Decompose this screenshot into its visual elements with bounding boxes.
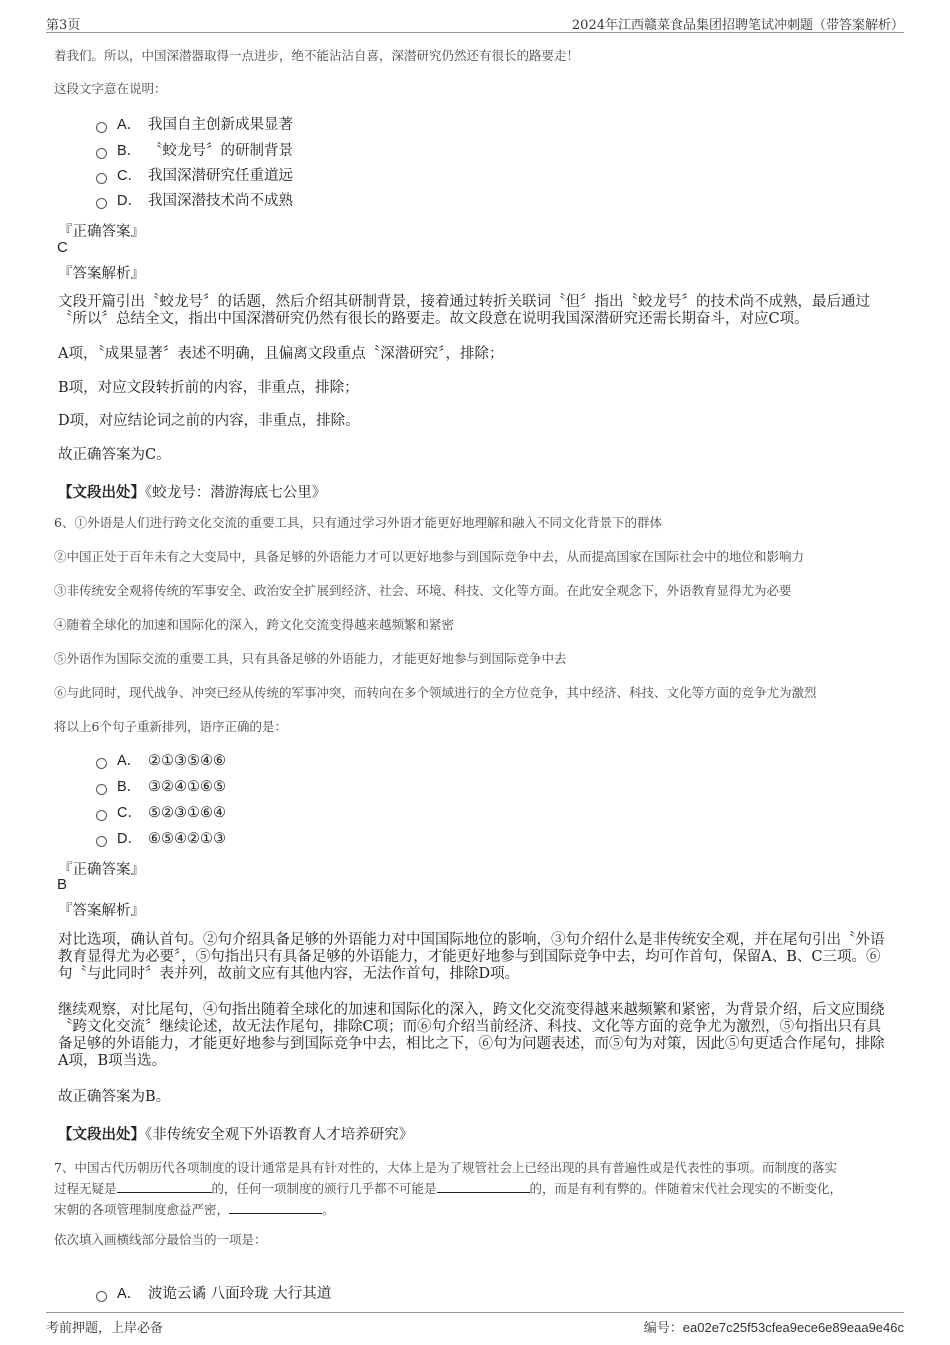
radio-icon[interactable] [96,148,107,159]
q5-analysis-p2: A项，〝成果显著〞表述不明确，且偏离文段重点〝深潜研究〞，排除； [58,346,504,362]
q6-sentence-4: ④随着全球化的加速和国际化的深入，跨文化交流变得越来越频繁和紧密 [54,617,455,632]
q6-answer-label: 『正确答案』 [58,862,145,878]
q6-sentence-6: ⑥与此同时，现代战争、冲突已经从传统的军事冲突，而转向在多个领域进行的全方位竞争，其中经济、科技、文化等方面的竞争尤为激烈 [54,685,817,700]
q5-answer-label: 『正确答案』 [58,224,145,240]
q7-blank-1[interactable] [117,1180,212,1193]
q6-sentence-2: ②中国正处于百年未有之大变局中，具备足够的外语能力才可以更好地参与到国际竞争中去，从而提高国家在国际社会中的地位和影响力 [54,549,805,564]
page-header [46,10,904,33]
document-code: 编号：ea02e7c25f53cfea9ece6e89eaa9e46c [643,1320,904,1335]
q6-option-d[interactable]: D． ⑥⑤④②①③ [96,830,226,848]
q7-prompt: 依次填入画横线部分最恰当的一项是： [54,1232,267,1247]
q7-blank-2[interactable] [437,1180,530,1193]
q5-analysis-label: 『答案解析』 [58,266,145,282]
radio-icon[interactable] [96,784,107,795]
q5-analysis-p4: D项，对应结论词之前的内容，非重点，排除。 [58,413,360,429]
q5-analysis-p1: 文段开篇引出〝蛟龙号〞的话题，然后介绍其研制背景，接着通过转折关联词〝但〞指出〝蛟龙号〞的技术尚不成熟，最后通过〝所以〞总结全文，指出中国深潜研究仍然有很长的路要走。故文段意在说明我国深潜研究还需长期奋斗，对应C项。 [58,294,870,327]
q5-analysis-p3: B项，对应文段转折前的内容，非重点，排除； [58,380,359,396]
footer-slogan: 考前押题，上岸必备 [46,1321,164,1336]
q7-option-a[interactable]: A． 波诡云谲 八面玲珑 大行其道 [96,1285,331,1303]
q5-option-c[interactable]: C． 我国深潜研究任重道远 [96,167,293,185]
radio-icon[interactable] [96,1291,107,1302]
q5-option-a[interactable]: A． 我国自主创新成果显著 [96,116,293,134]
q5-option-b[interactable]: B． 〝蛟龙号〞的研制背景 [96,142,293,160]
q5-answer: C [57,239,68,256]
q6-analysis-label: 『答案解析』 [58,903,145,919]
q6-analysis-p1: 对比选项，确认首句。②句介绍具备足够的外语能力对中国国际地位的影响，③句介绍什么是非传统安全观，并在尾句引出〝外语教育显得尤为必要〞，⑤句指出只有具备足够的外语能力，才能更好地参与到国际竞争中去，均可作首句，保留A、B、C三项。⑥句〝与此同时〞表并列，故前文应有其他内容，无法作首句，排除D项。 [58,932,885,982]
page-number: 第3页 [46,18,81,33]
q6-analysis-p2: 继续观察，对比尾句，④句指出随着全球化的加速和国际化的深入，跨文化交流变得越来越频繁和紧密，为背景介绍，后文应围绕〝跨文化交流〞继续论述，故无法作尾句，排除C项；而⑥句介绍当前经济、科技、文化等方面的竞争尤为激烈，⑤句指出只有具备足够的外语能力，才能更好地参与到国际竞争中去，相比之下，⑥句为问题表述，而⑤句为对策，因此⑤句更适合作尾句，排除A项，B项当选。 [58,1002,885,1069]
q6-analysis-p3: 故正确答案为B。 [58,1089,171,1105]
radio-icon[interactable] [96,758,107,769]
q6-answer: B [57,876,68,893]
q6-option-a[interactable]: A． ②①③⑤④⑥ [96,752,226,770]
radio-icon[interactable] [96,198,107,209]
q5-analysis-p5: 故正确答案为C。 [58,447,171,463]
q7-stem: 7、中国古代历朝历代各项制度的设计通常是具有针对性的，大体上是为了规管社会上已经出现的具有普遍性或是代表性的事项。而制度的落实 过程无疑是 的，任何一项制度的颁行几乎都不可能是 的，而是有利有弊的。伴随着宋代社会现实的不断变化， 宋朝的各项管理制度愈益严密， 。 [54,1160,843,1217]
q5-prompt: 这段文字意在说明： [54,81,167,96]
page-footer [46,1312,904,1335]
document-title: 2024年江西赣菜食品集团招聘笔试冲刺题（带答案解析） [571,18,904,33]
q6-prompt: 将以上6个句子重新排列，语序正确的是： [54,719,287,734]
q6-option-b[interactable]: B． ③②④①⑥⑤ [96,778,226,796]
radio-icon[interactable] [96,810,107,821]
q6-sentence-3: ③非传统安全观将传统的军事安全、政治安全扩展到经济、社会、环境、科技、文化等方面。在此安全观念下，外语教育显得尤为必要 [54,583,792,598]
radio-icon[interactable] [96,173,107,184]
q5-passage-tail: 着我们。所以，中国深潜器取得一点进步，绝不能沾沾自喜，深潜研究仍然还有很长的路要走！ [54,48,580,63]
q6-sentence-1: 6、①外语是人们进行跨文化交流的重要工具，只有通过学习外语才能更好地理解和融入不同文化背景下的群体 [54,515,662,530]
radio-icon[interactable] [96,836,107,847]
q6-source: 【文段出处】《非传统安全观下外语教育人才培养研究》 [58,1126,414,1143]
q7-blank-3[interactable] [229,1201,322,1214]
q6-sentence-5: ⑤外语作为国际交流的重要工具，只有具备足够的外语能力，才能更好地参与到国际竞争中去 [54,651,567,666]
radio-icon[interactable] [96,122,107,133]
q5-option-d[interactable]: D． 我国深潜技术尚不成熟 [96,192,293,210]
q5-source: 【文段出处】《蛟龙号：潜游海底七公里》 [58,484,327,501]
q6-option-c[interactable]: C． ⑤②③①⑥④ [96,804,226,822]
